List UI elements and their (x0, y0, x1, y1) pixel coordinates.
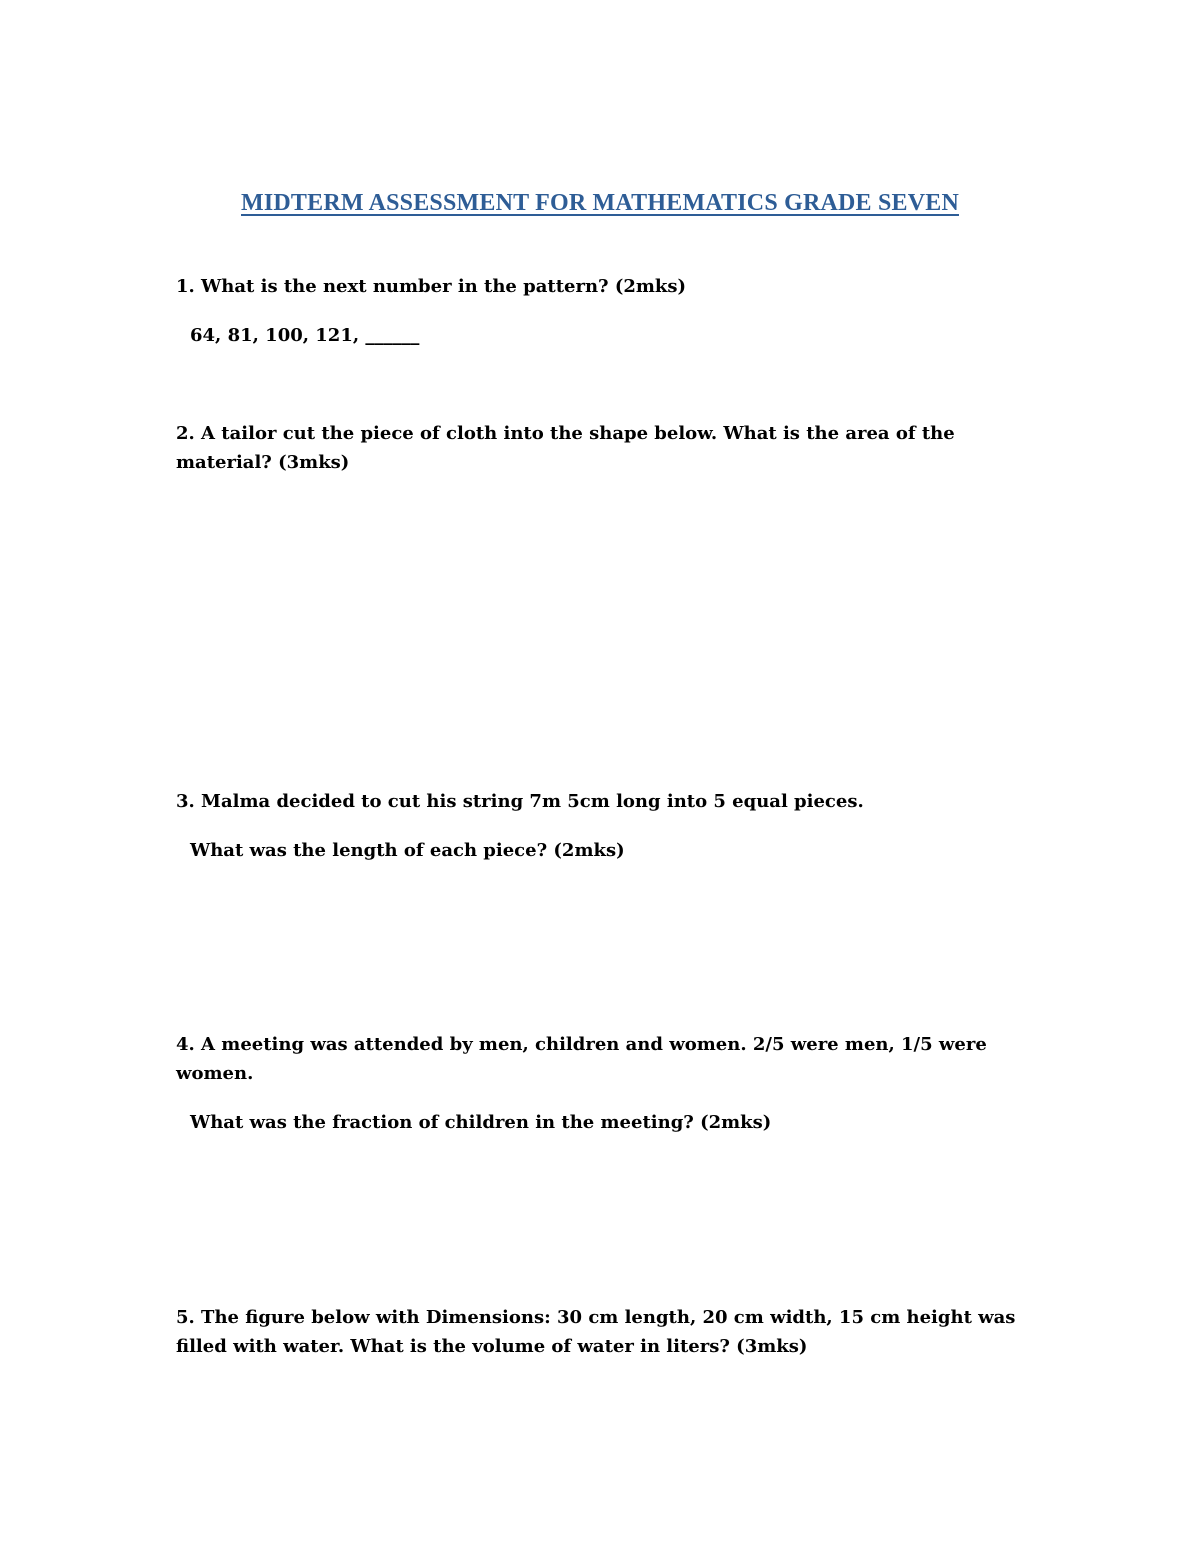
question-1-text: 1. What is the next number in the pattern? (2mks) (176, 276, 687, 297)
question-5-text: 5. The figure below with Dimensions: 30 cm length, 20 cm width, 15 cm height was filled with water. What is the volume of water in liters? (3mks) (176, 1307, 1016, 1357)
question-2-text: 2. A tailor cut the piece of cloth into the shape below. What is the area of the material? (3mks) (176, 423, 955, 473)
page-title: MIDTERM ASSESSMENT FOR MATHEMATICS GRADE SEVEN (241, 190, 959, 216)
question-3-subquestion: What was the length of each piece? (2mks) (190, 840, 625, 861)
question-1-sequence: 64, 81, 100, 121, ______ (190, 325, 420, 346)
question-4-text: 4. A meeting was attended by men, children and women. 2/5 were men, 1/5 were women. (176, 1034, 987, 1084)
question-4-subquestion: What was the fraction of children in the meeting? (2mks) (190, 1112, 772, 1133)
question-3-text: 3. Malma decided to cut his string 7m 5cm long into 5 equal pieces. (176, 791, 864, 812)
